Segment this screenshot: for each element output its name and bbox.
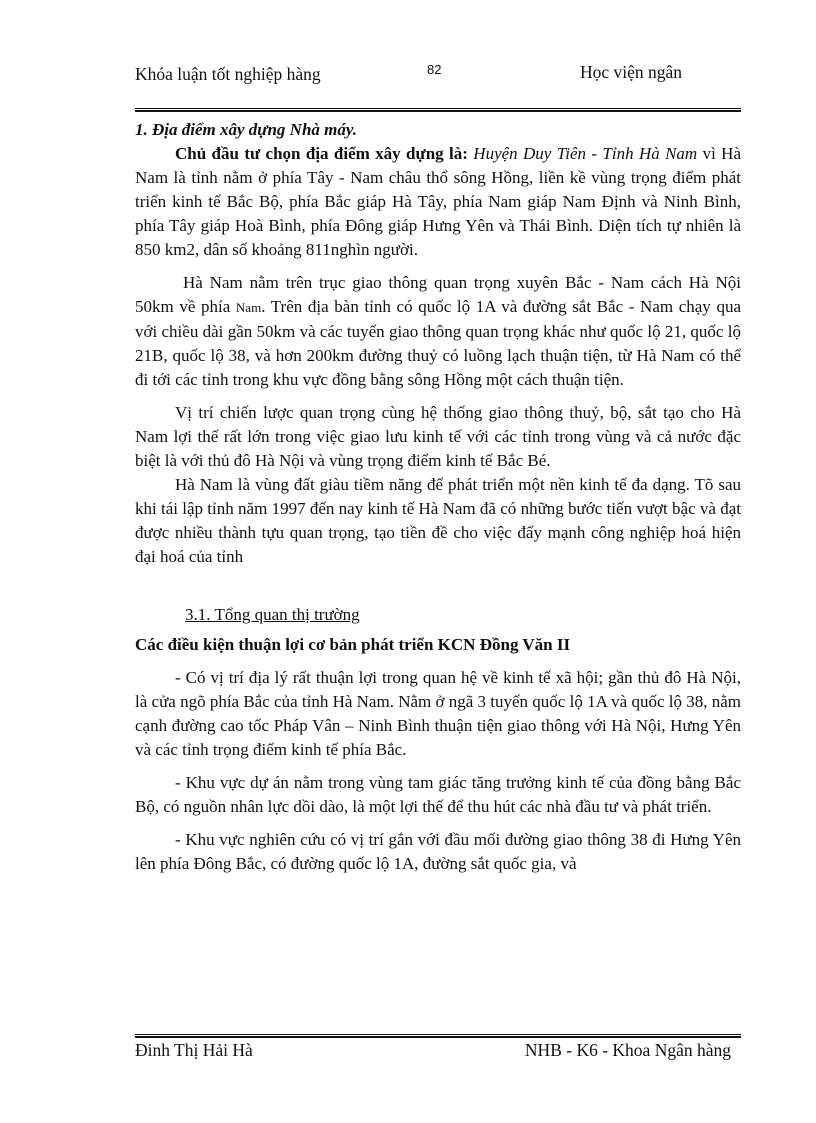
subsection-title-wrap [135,603,741,627]
bullet-3: - Khu vực nghiên cứu có vị trí gắn với đầu mối đường giao thông 38 đi Hưng Yên lên phía Đông Bắc, có đường quốc lộ 1A, đường sắt quốc gia, và [135,830,741,873]
footer-class: NHB - K6 - Khoa Ngân hàng [524,1040,731,1060]
header-right-text: Học viện ngân [580,62,683,82]
paragraph-2 [135,271,741,392]
p2-text-a: Hà Nam nằm trên trục giao thông quan trọng xuyên Bắc - Nam cách Hà Nội 50km về phía [135,273,741,316]
p1-italic-text: Huyện Duy Tiên - Tỉnh Hà Nam [467,144,698,163]
p2-text-b: Nam [235,300,262,315]
header-rule [135,108,741,112]
paragraph-1 [135,142,741,262]
footer-author: Đinh Thị Hải Hà [135,1040,253,1060]
section-title: 1. Địa điểm xây dựng Nhà máy. [135,120,358,139]
p1-rest-text: vì Hà Nam là tỉnh nằm ở phía Tây - Nam châu thổ sông Hồng, liền kề vùng trọng điểm phát triển kinh tế Bắc Bộ, phía Bắc giáp Hà Tây, phía Nam giáp Nam Định và Ninh Bình, phía Tây giáp Hoà Bình, phía Đông giáp Hưng Yên và Thái Bình. Diện tích tự nhiên là 850 km2, dân số khoảng 811nghìn người. [135,144,741,259]
bullet-2: - Khu vực dự án nằm trong vùng tam giác tăng trưởng kinh tế của đồng bằng Bắc Bộ, có nguồn nhân lực dồi dào, là một lợi thế để thu hút các nhà đầu tư và phát triển. [135,773,741,816]
document-body [135,118,741,876]
footer-rule [135,1034,741,1038]
bold-heading: Các điều kiện thuận lợi cơ bản phát triển KCN Đồng Văn II [135,635,571,654]
paragraph-3: Vị trí chiến lược quan trọng cùng hệ thống giao thông thuỷ, bộ, sắt tạo cho Hà Nam lợi thế rất lớn trong việc giao lưu kinh tế với các tỉnh trong vùng và cả nước đặc biệt là với thủ đô Hà Nội và vùng trọng điểm kinh tế Bắc Bé. [135,403,741,470]
page-number: 82 [427,62,442,77]
subsection-title: 3.1. Tổng quan thị trường [185,605,360,624]
header-left-text: Khóa luận tốt nghiệp hàng [135,64,321,84]
bullet-1: - Có vị trí địa lý rất thuận lợi trong quan hệ về kinh tế xã hội; gần thủ đô Hà Nội, là cửa ngõ phía Bắc của tỉnh Hà Nam. Nằm ở ngã 3 tuyến quốc lộ 1A và quốc lộ 38, nằm cạnh đường cao tốc Pháp Vân – Ninh Bình thuận tiện giao thông với Hà Nội, Hưng Yên và các tỉnh trọng điểm kinh tế phía Bắc. [135,668,741,759]
page-header [135,60,741,110]
paragraph-4: Hà Nam là vùng đất giàu tiềm năng để phát triển một nền kinh tế đa dạng. Tõ sau khi tái lập tỉnh năm 1997 đến nay kinh tế Hà Nam đã có những bước tiến vượt bậc và đạt được nhiều thành tựu quan trọng, tạo tiền đề cho việc đẩy mạnh công nghiệp hoá hiện đại hoá của tỉnh [135,475,741,566]
p2-text-c: . Trên địa bàn tỉnh có quốc lộ 1A và đường sắt Bắc - Nam chạy qua với chiều dài gần 50km và các tuyến giao thông quan trọng khác như quốc lộ 21, quốc lộ 21B, quốc lộ 38, và hơn 200km đường thuỷ có luồng lạch thuận tiện, từ Hà Nam có thể đi tới các tỉnh trong khu vực đồng bằng sông Hồng một cách thuận tiện. [135,297,741,389]
p1-bold-text: Chủ đầu tư chọn địa điểm xây dựng là: [175,144,468,163]
